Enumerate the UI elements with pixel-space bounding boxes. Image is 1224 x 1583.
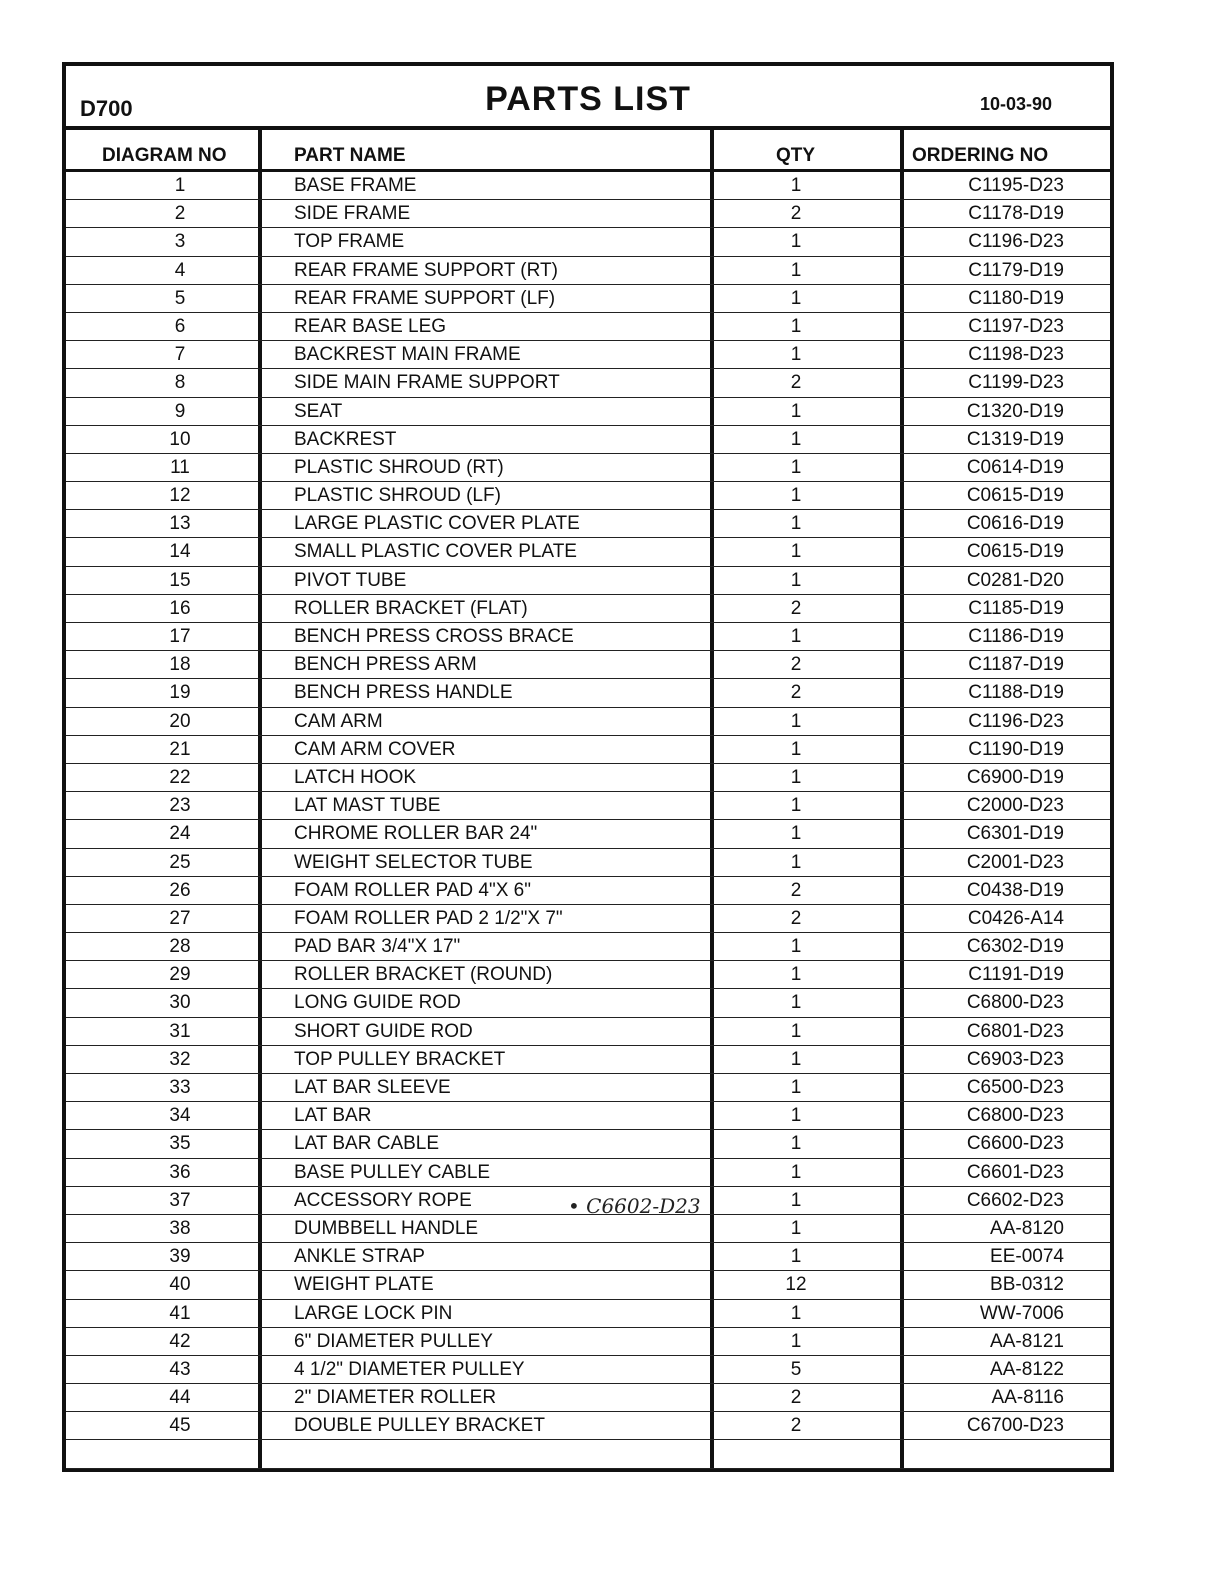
qty-cell: 1: [790, 569, 802, 591]
table-row: [66, 623, 1110, 651]
table-row: [66, 1074, 1110, 1102]
title-band: [66, 66, 1110, 130]
table-row: [66, 933, 1110, 961]
table-row: [66, 398, 1110, 426]
table-row: [66, 1215, 1110, 1243]
table-row: [66, 341, 1110, 369]
diagram-no-cell: 16: [169, 597, 191, 619]
qty-cell: 5: [790, 1358, 802, 1380]
diagram-no-cell: 30: [169, 992, 191, 1014]
ordering-no-cell: C0615-D19: [966, 541, 1064, 563]
table-row: [66, 228, 1110, 256]
ordering-no-cell: C1191-D19: [968, 964, 1064, 986]
diagram-no-cell: 32: [169, 1048, 191, 1070]
part-name-cell: WEIGHT PLATE: [294, 1274, 434, 1296]
model-code: D700: [80, 96, 133, 121]
ordering-no-cell: C1198-D23: [968, 344, 1064, 366]
part-name-cell: FOAM ROLLER PAD 4"X 6": [294, 879, 531, 901]
part-name-cell: ANKLE STRAP: [294, 1246, 425, 1268]
part-name-cell: SEAT: [294, 400, 343, 422]
qty-cell: 2: [790, 907, 802, 929]
header-diagram-no: DIAGRAM NO: [102, 145, 227, 166]
part-name-cell: BENCH PRESS ARM: [294, 654, 477, 676]
qty-cell: 1: [790, 795, 802, 817]
ordering-no-cell: C6600-D23: [966, 1133, 1064, 1155]
ordering-no-cell: AA-8121: [990, 1330, 1064, 1352]
table-body: [66, 172, 1110, 1469]
ordering-no-cell: C1320-D19: [966, 400, 1064, 422]
qty-cell: 2: [790, 597, 802, 619]
qty-cell: 1: [790, 1217, 802, 1239]
diagram-no-cell: 41: [169, 1302, 191, 1324]
ordering-no-cell: C1195-D23: [968, 175, 1064, 196]
ordering-no-cell: AA-8116: [991, 1387, 1064, 1409]
table-row: [66, 1300, 1110, 1328]
part-name-cell: SIDE FRAME: [294, 203, 411, 225]
table-row: [66, 849, 1110, 877]
qty-cell: 2: [790, 682, 802, 704]
table-row: [66, 200, 1110, 228]
diagram-no-cell: 28: [169, 936, 191, 958]
part-name-cell: ROLLER BRACKET (ROUND): [294, 964, 553, 986]
ordering-no-cell: BB-0312: [990, 1274, 1064, 1296]
qty-cell: 1: [790, 823, 802, 845]
part-name-cell: BASE FRAME: [294, 175, 417, 196]
ordering-no-cell: C0616-D19: [966, 513, 1064, 535]
table-row: [66, 820, 1110, 848]
part-name-cell: 4 1/2" DIAMETER PULLEY: [294, 1358, 525, 1380]
part-name-cell: LAT BAR SLEEVE: [294, 1077, 451, 1098]
qty-cell: 1: [790, 1048, 802, 1070]
diagram-no-cell: 33: [169, 1077, 191, 1098]
table-row: [66, 1412, 1110, 1440]
diagram-no-cell: 26: [169, 879, 191, 901]
diagram-no-cell: 39: [169, 1246, 191, 1268]
part-name-cell: PLASTIC SHROUD (RT): [294, 456, 504, 478]
qty-cell: 1: [790, 259, 802, 281]
diagram-no-cell: 29: [169, 964, 191, 986]
diagram-no-cell: 31: [169, 1020, 191, 1042]
ordering-no-cell: C6900-D19: [966, 766, 1064, 788]
part-name-cell: WEIGHT SELECTOR TUBE: [294, 851, 533, 873]
ordering-no-cell: C1179-D19: [968, 259, 1064, 281]
ordering-no-cell: C1180-D19: [968, 287, 1064, 309]
table-row: [66, 905, 1110, 933]
part-name-cell: CAM ARM: [294, 710, 383, 732]
part-name-cell: BENCH PRESS CROSS BRACE: [294, 626, 574, 647]
ordering-no-cell: C1196-D23: [968, 710, 1064, 732]
ordering-no-cell: C1190-D19: [968, 738, 1064, 760]
ordering-no-cell: C1187-D19: [968, 654, 1064, 676]
ordering-no-cell: C6500-D23: [966, 1077, 1064, 1098]
qty-cell: 1: [790, 231, 802, 253]
diagram-no-cell: 17: [169, 626, 191, 647]
diagram-no-cell: 5: [174, 287, 186, 309]
ordering-no-cell: C1178-D19: [968, 203, 1064, 225]
ordering-no-cell: C6602-D23: [966, 1189, 1064, 1211]
diagram-no-cell: 3: [174, 231, 186, 253]
qty-cell: 1: [790, 964, 802, 986]
table-row: [66, 595, 1110, 623]
sheet-date: 10-03-90: [979, 94, 1052, 114]
part-name-cell: DOUBLE PULLEY BRACKET: [294, 1415, 545, 1437]
header-part-name: PART NAME: [294, 145, 406, 166]
part-name-cell: ROLLER BRACKET (FLAT): [294, 597, 528, 619]
ordering-no-cell: C6302-D19: [966, 936, 1064, 958]
diagram-no-cell: 10: [169, 428, 191, 450]
diagram-no-cell: 34: [169, 1105, 191, 1127]
table-row: [66, 792, 1110, 820]
table-row: [66, 1271, 1110, 1299]
ordering-no-cell: C6601-D23: [966, 1161, 1064, 1183]
part-name-cell: SHORT GUIDE ROD: [294, 1020, 473, 1042]
ordering-no-cell: AA-8122: [990, 1358, 1064, 1380]
handwritten-note: • C6602-D23: [568, 1194, 701, 1218]
diagram-no-cell: 1: [174, 175, 186, 196]
ordering-no-cell: C6903-D23: [966, 1048, 1064, 1070]
header-ordering-no: ORDERING NO: [912, 145, 1049, 166]
qty-cell: 12: [785, 1274, 807, 1296]
qty-cell: 1: [790, 1161, 802, 1183]
diagram-no-cell: 44: [169, 1387, 191, 1409]
qty-cell: 2: [790, 1415, 802, 1437]
ordering-no-cell: C6700-D23: [966, 1415, 1064, 1437]
ordering-no-cell: EE-0074: [990, 1246, 1064, 1268]
ordering-no-cell: C0614-D19: [966, 456, 1064, 478]
table-row: [66, 1243, 1110, 1271]
diagram-no-cell: 38: [169, 1217, 191, 1239]
ordering-no-cell: C0426-A14: [967, 907, 1064, 929]
part-name-cell: TOP FRAME: [294, 231, 405, 253]
ordering-no-cell: C0281-D20: [966, 569, 1064, 591]
table-row: [66, 764, 1110, 792]
header-qty: QTY: [776, 145, 816, 166]
table-header: [66, 130, 1110, 172]
part-name-cell: LAT BAR CABLE: [294, 1133, 440, 1155]
part-name-cell: REAR FRAME SUPPORT (LF): [294, 287, 556, 309]
ordering-no-cell: C0615-D19: [966, 485, 1064, 507]
qty-cell: 1: [790, 1077, 802, 1098]
diagram-no-cell: 15: [169, 569, 191, 591]
table-row: [66, 1328, 1110, 1356]
part-name-cell: SMALL PLASTIC COVER PLATE: [294, 541, 577, 563]
part-name-cell: ACCESSORY ROPE: [294, 1189, 472, 1211]
diagram-no-cell: 13: [169, 513, 191, 535]
ordering-no-cell: C0438-D19: [966, 879, 1064, 901]
diagram-no-cell: 42: [169, 1330, 191, 1352]
ordering-no-cell: WW-7006: [979, 1302, 1064, 1324]
qty-cell: 1: [790, 1105, 802, 1127]
table-row: [66, 172, 1110, 200]
part-name-cell: 6" DIAMETER PULLEY: [294, 1330, 493, 1352]
part-name-cell: LAT MAST TUBE: [294, 795, 441, 817]
table-row: [66, 482, 1110, 510]
diagram-no-cell: 40: [169, 1274, 191, 1296]
table-row: [66, 708, 1110, 736]
part-name-cell: REAR BASE LEG: [294, 315, 447, 337]
table-row: [66, 567, 1110, 595]
qty-cell: 1: [790, 851, 802, 873]
ordering-no-cell: C6801-D23: [966, 1020, 1064, 1042]
table-row: [66, 538, 1110, 566]
part-name-cell: BACKREST MAIN FRAME: [294, 344, 521, 366]
table-row: [66, 679, 1110, 707]
part-name-cell: LARGE PLASTIC COVER PLATE: [294, 513, 580, 535]
diagram-no-cell: 35: [169, 1133, 191, 1155]
table-row: [66, 369, 1110, 397]
part-name-cell: CHROME ROLLER BAR 24": [294, 823, 538, 845]
qty-cell: 1: [790, 1020, 802, 1042]
part-name-cell: CAM ARM COVER: [294, 738, 456, 760]
part-name-cell: PAD BAR 3/4"X 17": [294, 936, 461, 958]
diagram-no-cell: 12: [169, 485, 191, 507]
qty-cell: 1: [790, 992, 802, 1014]
qty-cell: 2: [790, 654, 802, 676]
diagram-no-cell: 23: [169, 795, 191, 817]
diagram-no-cell: 37: [169, 1189, 191, 1211]
ordering-no-cell: C6301-D19: [966, 823, 1064, 845]
qty-cell: 1: [790, 738, 802, 760]
ordering-no-cell: C2001-D23: [966, 851, 1064, 873]
diagram-no-cell: 24: [169, 823, 191, 845]
ordering-no-cell: C6800-D23: [966, 992, 1064, 1014]
diagram-no-cell: 22: [169, 766, 191, 788]
qty-cell: 1: [790, 513, 802, 535]
diagram-no-cell: 7: [174, 344, 186, 366]
diagram-no-cell: 2: [174, 203, 186, 225]
part-name-cell: BENCH PRESS HANDLE: [294, 682, 513, 704]
diagram-no-cell: 11: [170, 456, 190, 478]
part-name-cell: PIVOT TUBE: [294, 569, 407, 591]
table-row: [66, 1440, 1110, 1468]
qty-cell: 1: [790, 344, 802, 366]
qty-cell: 1: [790, 456, 802, 478]
qty-cell: 1: [790, 936, 802, 958]
page-title: PARTS LIST: [485, 80, 691, 118]
diagram-no-cell: 43: [169, 1358, 191, 1380]
table-row: [66, 1102, 1110, 1130]
qty-cell: 1: [790, 626, 802, 647]
parts-list-sheet: [62, 62, 1114, 1472]
part-name-cell: LARGE LOCK PIN: [294, 1302, 453, 1324]
table-row: [66, 961, 1110, 989]
part-name-cell: 2" DIAMETER ROLLER: [294, 1387, 497, 1409]
part-name-cell: LATCH HOOK: [294, 766, 417, 788]
part-name-cell: BACKREST: [294, 428, 397, 450]
qty-cell: 2: [790, 1387, 802, 1409]
part-name-cell: SIDE MAIN FRAME SUPPORT: [294, 372, 560, 394]
qty-cell: 1: [790, 175, 802, 196]
table-row: [66, 313, 1110, 341]
qty-cell: 2: [790, 372, 802, 394]
qty-cell: 1: [790, 315, 802, 337]
part-name-cell: TOP PULLEY BRACKET: [294, 1048, 506, 1070]
qty-cell: 1: [790, 1133, 802, 1155]
diagram-no-cell: 6: [174, 315, 186, 337]
diagram-no-cell: 19: [169, 682, 191, 704]
diagram-no-cell: 25: [169, 851, 191, 873]
qty-cell: 1: [790, 541, 802, 563]
table-row: [66, 736, 1110, 764]
ordering-no-cell: C1186-D19: [968, 626, 1064, 647]
diagram-no-cell: 20: [169, 710, 191, 732]
part-name-cell: DUMBBELL HANDLE: [294, 1217, 479, 1239]
table-row: [66, 257, 1110, 285]
table-row: [66, 1018, 1110, 1046]
table-row: [66, 285, 1110, 313]
table-row: [66, 877, 1110, 905]
qty-cell: 1: [790, 287, 802, 309]
table-row: [66, 651, 1110, 679]
qty-cell: 1: [790, 1189, 802, 1211]
diagram-no-cell: 14: [169, 541, 191, 563]
qty-cell: 1: [790, 1302, 802, 1324]
part-name-cell: REAR FRAME SUPPORT (RT): [294, 259, 558, 281]
qty-cell: 1: [790, 485, 802, 507]
qty-cell: 1: [790, 766, 802, 788]
ordering-no-cell: C1188-D19: [968, 682, 1064, 704]
ordering-no-cell: C1185-D19: [968, 597, 1064, 619]
part-name-cell: LAT BAR: [294, 1105, 372, 1127]
table-row: [66, 1130, 1110, 1158]
ordering-no-cell: C2000-D23: [966, 795, 1064, 817]
qty-cell: 1: [790, 400, 802, 422]
ordering-no-cell: AA-8120: [990, 1217, 1064, 1239]
diagram-no-cell: 8: [174, 372, 186, 394]
ordering-no-cell: C1196-D23: [968, 231, 1064, 253]
qty-cell: 2: [790, 203, 802, 225]
qty-cell: 1: [790, 428, 802, 450]
table-row: [66, 426, 1110, 454]
table-row: [66, 1159, 1110, 1187]
parts-table: [66, 130, 1110, 1468]
table-row: [66, 1384, 1110, 1412]
part-name-cell: FOAM ROLLER PAD 2 1/2"X 7": [294, 907, 563, 929]
ordering-no-cell: C1199-D23: [968, 372, 1064, 394]
diagram-no-cell: 21: [169, 738, 191, 760]
ordering-no-cell: C6800-D23: [966, 1105, 1064, 1127]
part-name-cell: BASE PULLEY CABLE: [294, 1161, 491, 1183]
table-row: [66, 989, 1110, 1017]
diagram-no-cell: 9: [174, 400, 186, 422]
part-name-cell: LONG GUIDE ROD: [294, 992, 461, 1014]
ordering-no-cell: C1319-D19: [966, 428, 1064, 450]
table-row: [66, 510, 1110, 538]
qty-cell: 1: [790, 710, 802, 732]
diagram-no-cell: 45: [169, 1415, 191, 1437]
diagram-no-cell: 27: [169, 907, 191, 929]
table-row: [66, 1356, 1110, 1384]
qty-cell: 2: [790, 879, 802, 901]
qty-cell: 1: [790, 1246, 802, 1268]
diagram-no-cell: 36: [169, 1161, 191, 1183]
qty-cell: 1: [790, 1330, 802, 1352]
part-name-cell: PLASTIC SHROUD (LF): [294, 485, 501, 507]
table-row: [66, 454, 1110, 482]
table-row: [66, 1046, 1110, 1074]
diagram-no-cell: 18: [169, 654, 191, 676]
diagram-no-cell: 4: [174, 259, 186, 281]
ordering-no-cell: C1197-D23: [968, 315, 1064, 337]
